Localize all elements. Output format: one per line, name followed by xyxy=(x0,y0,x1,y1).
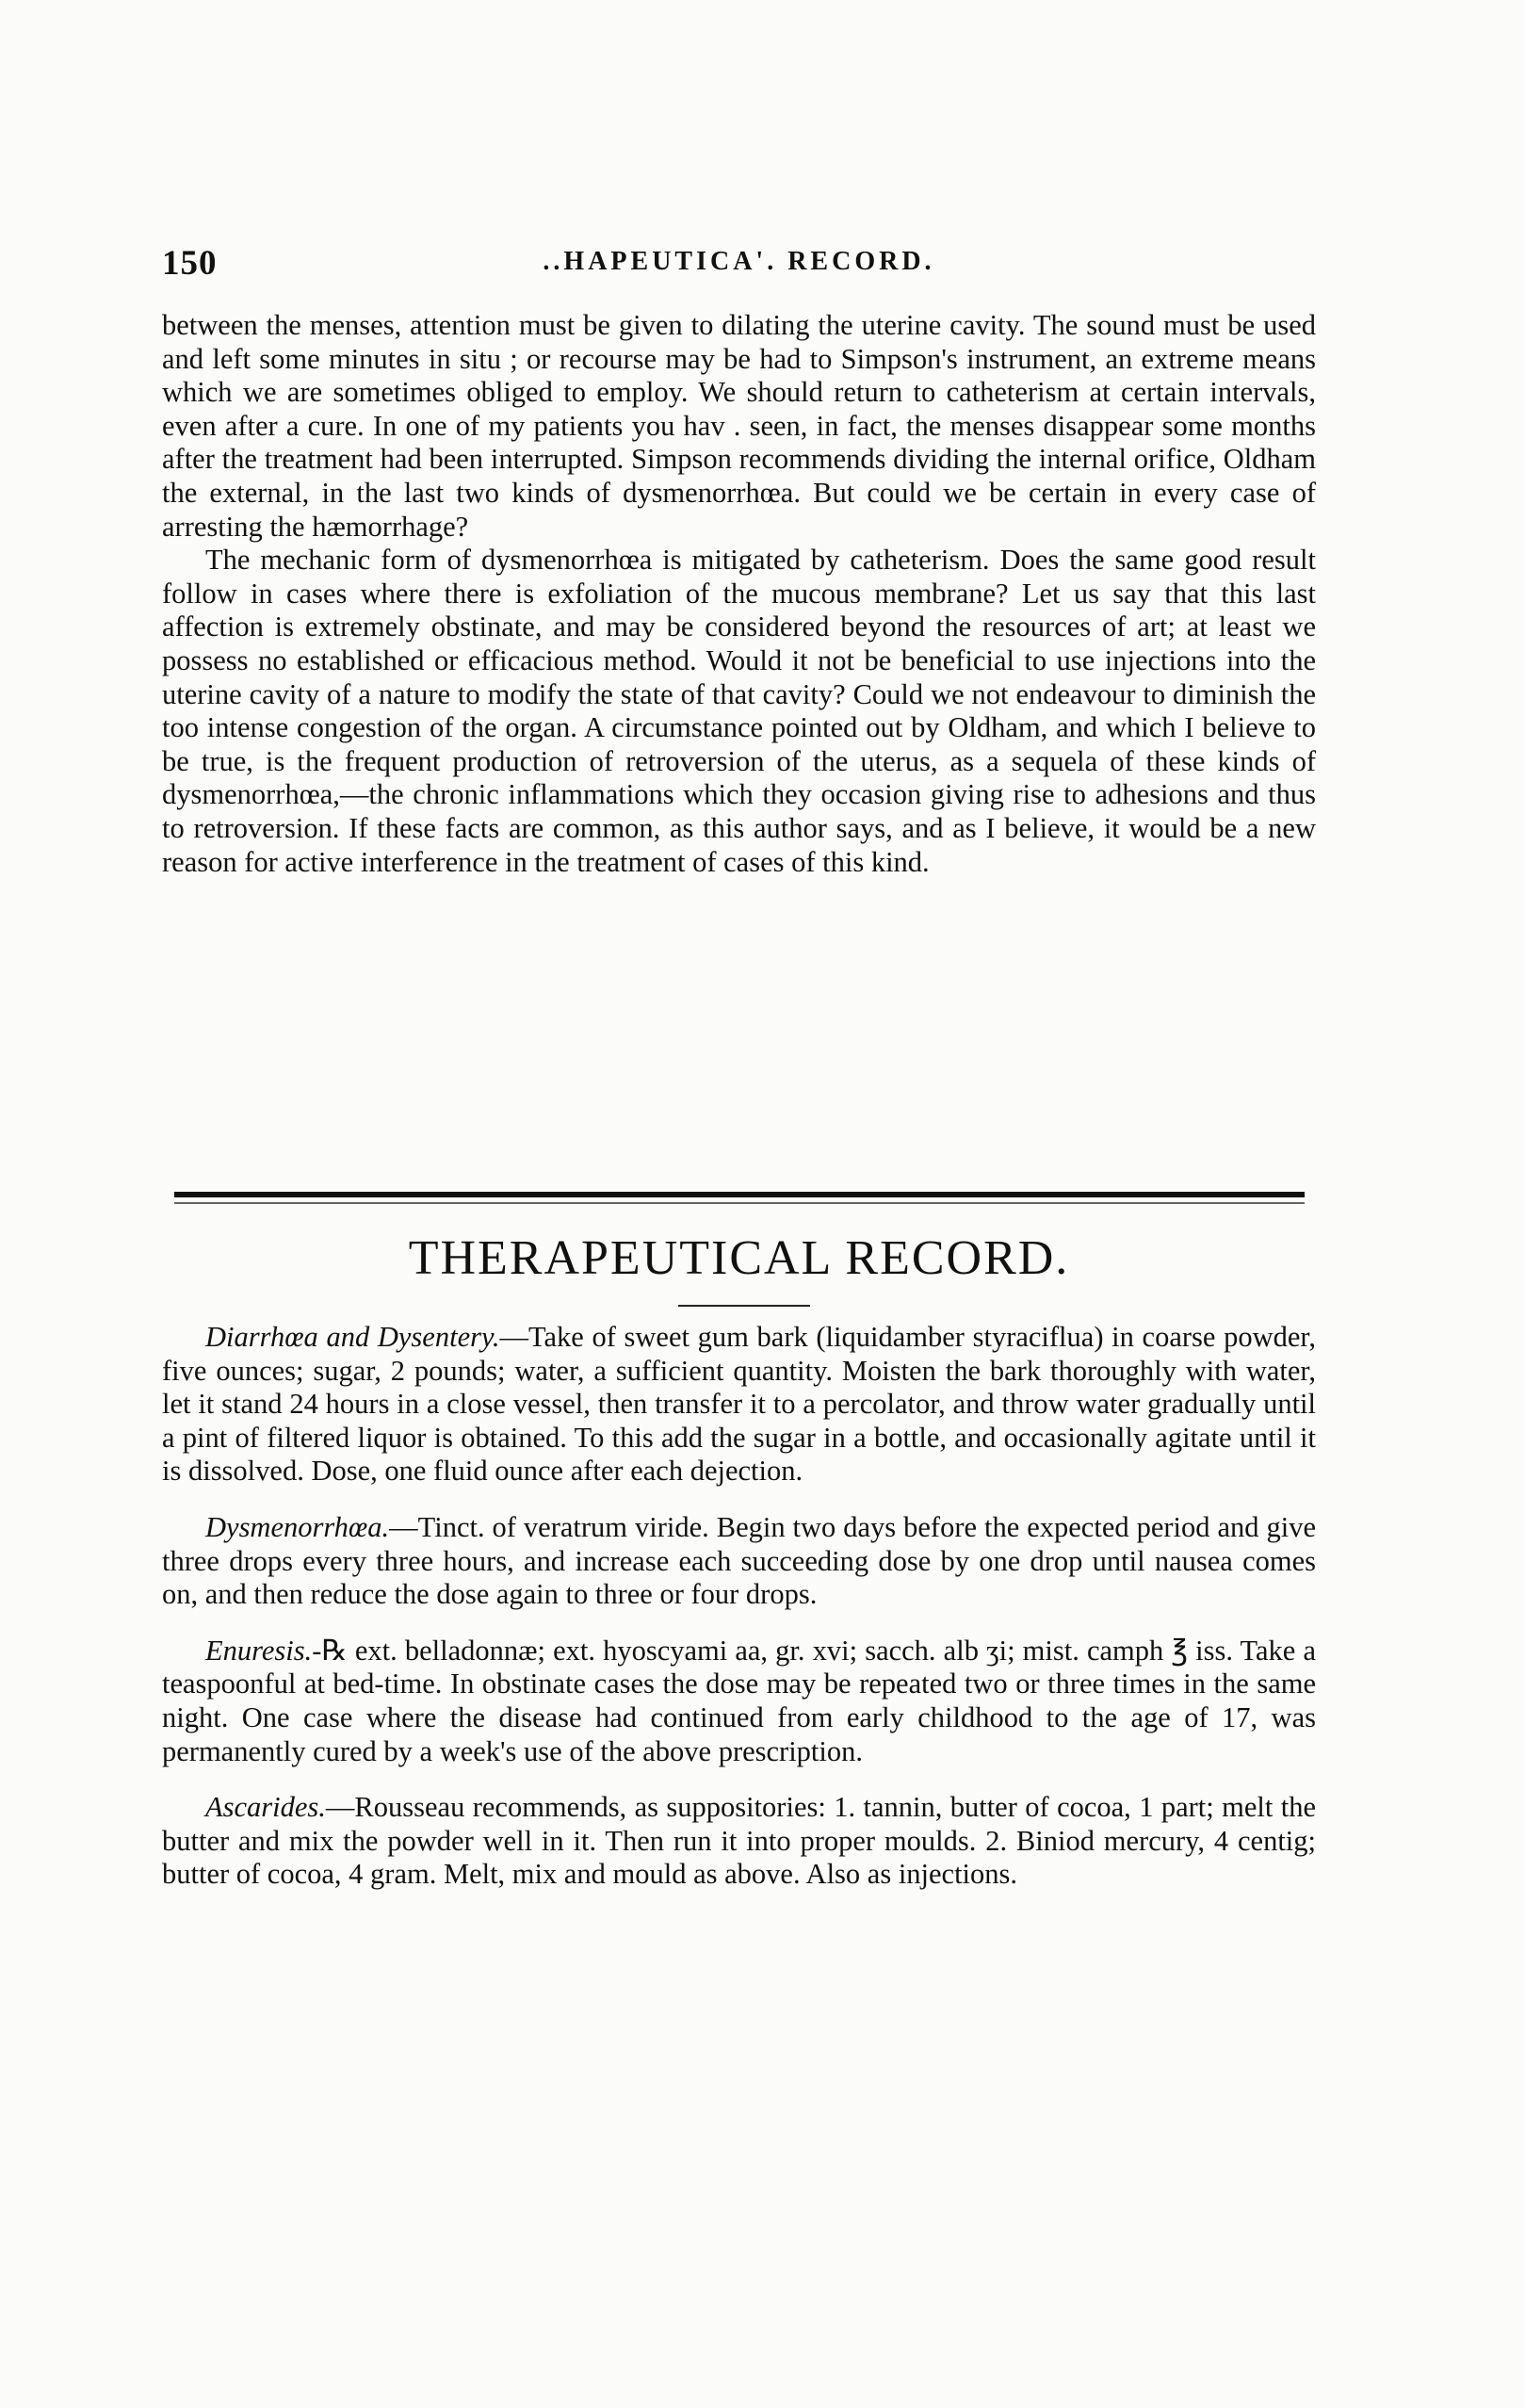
divider-thin-rule xyxy=(174,1202,1305,1204)
running-head: ..HAPEUTICA'. RECORD. xyxy=(543,247,935,276)
title-underline xyxy=(678,1305,810,1307)
record-entries xyxy=(162,1321,1316,1914)
body-paragraph: The mechanic form of dysmenorrhœa is mitigated by catheterism. Does the same good result follow in cases where there is exfoliation of the mucous membrane? Let us say that this last affection is extremely obstinate, and may be considered beyond the resources of art; at least we possess no established or efficacious method. Would it not be beneficial to use injections into the uterine cavity of a nature to modify the state of that cavity? Could we not endeavour to diminish the too intense congestion of the organ. A circumstance pointed out by Oldham, and which I believe to be true, is the frequent production of retroversion of the uterus, as a sequela of these kinds of dysmenorrhœa,—the chronic inflammations which they occasion giving rise to adhesions and thus to retroversion. If these facts are common, as this author says, and as I believe, it would be a new reason for active interference in the treatment of cases of this kind. xyxy=(162,544,1316,878)
entry-heading: Enuresis. xyxy=(205,1634,313,1667)
entry-heading: Dysmenorrhœa. xyxy=(205,1510,390,1543)
record-entry xyxy=(162,1511,1316,1612)
entry-text: —Take of sweet gum bark (liquidamber styraciflua) in coarse powder, five ounces; sugar, 2 pounds; water, a sufficient quantity. Moisten the bark thoroughly with water, let it stand 24 hours in a close vessel, then transfer it to a percolator, and throw water gradually until a pint of filtered liquor is obtained. To this add the sugar in a bottle, and occasionally agitate until it is dissolved. Dose, one fluid ounce after each dejection. xyxy=(162,1321,1316,1488)
section-divider xyxy=(174,1192,1305,1205)
divider-thick-rule xyxy=(174,1192,1305,1197)
record-entry xyxy=(162,1321,1316,1489)
entry-text: —Rousseau recommends, as suppositories: 1. tannin, butter of cocoa, 1 part; melt the butter and mix the powder well in it. Then run it into proper moulds. 2. Biniod mercury, 4 centig; butter of cocoa, 4 gram. Melt, mix and mould as above. Also as injections. xyxy=(162,1791,1316,1891)
entry-heading: Diarrhœa and Dysentery. xyxy=(205,1321,500,1353)
record-entry xyxy=(162,1791,1316,1892)
entry-text: -℞ ext. belladonnæ; ext. hyoscyami aa, gr. xvi; sacch. alb ʒi; mist. camph ℥ iss. Take a teaspoonful at bed-time. In obstinate cases the dose may be repeated two or three times in the same night. One case where the disease had continued from early childhood to the age of 17, was permanently cured by a week's use of the above prescription. xyxy=(162,1634,1316,1767)
section-title: THERAPEUTICAL RECORD. xyxy=(408,1231,1070,1285)
entry-heading: Ascarides. xyxy=(205,1791,326,1824)
record-entry xyxy=(162,1635,1316,1768)
body-paragraph: between the menses, attention must be given to dilating the uterine cavity. The sound must be used and left some minutes in situ ; or recourse may be had to Simpson's instrument, an extreme means which we are sometimes obliged to employ. We should return to catheterism at certain intervals, even after a cure. In one of my patients you hav . seen, in fact, the menses disappear some months after the treatment had been interrupted. Simpson recommends dividing the internal orifice, Oldham the external, in the last two kinds of dysmenorrhœa. But could we be certain in every case of arresting the hæmorrhage? xyxy=(162,309,1316,543)
page-header xyxy=(162,243,1316,285)
article-body xyxy=(162,309,1316,879)
entry-text: —Tinct. of veratrum viride. Begin two days before the expected period and give three drops every three hours, and increase each succeeding dose by one drop until nausea comes on, and then reduce the dose again to three or four drops. xyxy=(162,1510,1316,1611)
page-number: 150 xyxy=(162,244,218,283)
